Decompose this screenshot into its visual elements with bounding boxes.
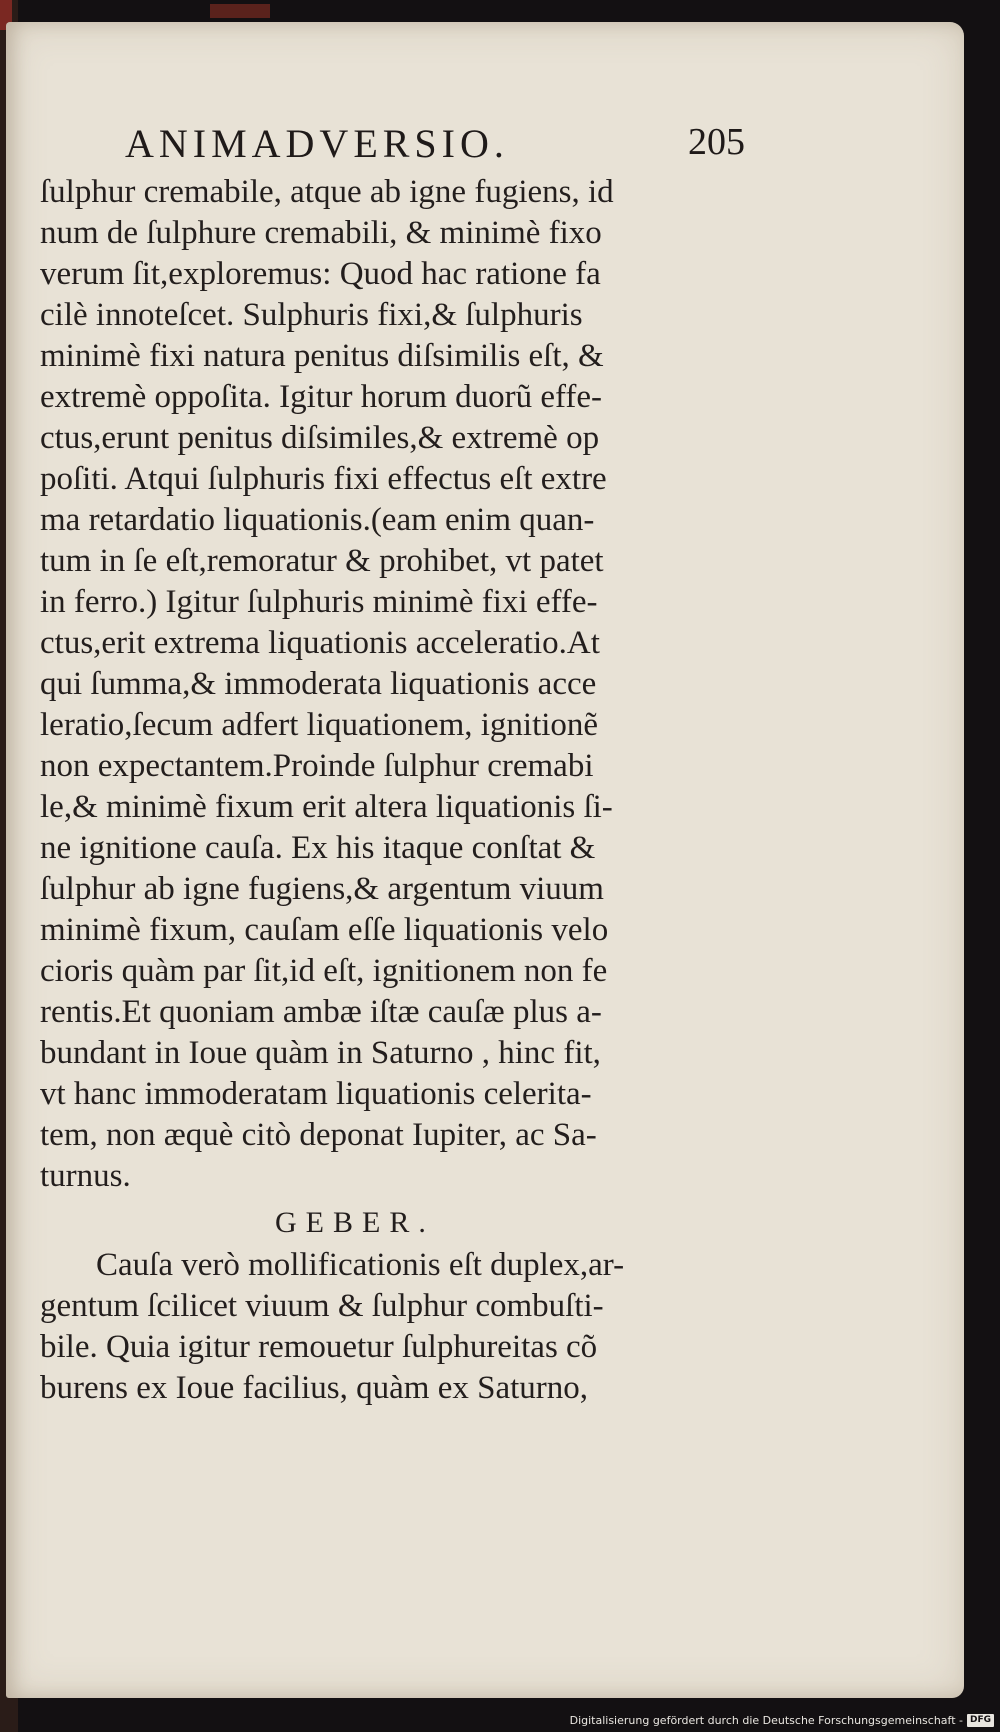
text-line: poſiti. Atqui ſulphuris fixi effectus eſt extre — [40, 461, 607, 497]
text-line: cilè innoteſcet. Sulphuris fixi,& ſulphuris — [40, 297, 583, 333]
text-line: gentum ſcilicet viuum & ſulphur combuſti- — [40, 1288, 604, 1324]
text-line: ſulphur ab igne fugiens,& argentum viuum — [40, 871, 604, 907]
text-line: vt hanc immoderatam liquationis celerita- — [40, 1076, 592, 1112]
text-line: turnus. — [40, 1158, 131, 1194]
text-line: tem, non æquè citò deponat Iupiter, ac Sa- — [40, 1117, 597, 1153]
text-line: ctus,erit extrema liquationis acceleratio.At — [40, 625, 600, 661]
text-line: cioris quàm par ſit,id eſt, ignitionem non fe — [40, 953, 608, 989]
text-line: verum ſit,exploremus: Quod hac ratione fa — [40, 256, 601, 292]
text-line: burens ex Ioue facilius, quàm ex Saturno, — [40, 1370, 589, 1406]
text-line: ſulphur cremabile, atque ab igne fugiens, id — [40, 174, 614, 210]
text-line: bundant in Ioue quàm in Saturno , hinc fit, — [40, 1035, 601, 1071]
text-line: leratio,ſecum adfert liquationem, ignitionẽ — [40, 707, 599, 743]
top-edge-mark — [210, 4, 270, 18]
text-line: bile. Quia igitur remouetur ſulphureitas cõ — [40, 1329, 598, 1365]
page-number: 205 — [688, 121, 745, 163]
page-text — [40, 172, 760, 1409]
text-line: rentis.Et quoniam ambæ iſtæ cauſæ plus a- — [40, 994, 602, 1030]
text-line: minimè fixum, cauſam eſſe liquationis velo — [40, 912, 609, 948]
text-line: non expectantem.Proinde ſulphur cremabi — [40, 748, 594, 784]
text-line: minimè fixi natura penitus diſsimilis eſt, & — [40, 338, 604, 374]
running-title: ANIMADVERSIO. — [125, 121, 509, 166]
credit-text: Digitalisierung gefördert durch die Deutsche Forschungsgemeinschaft - — [569, 1713, 963, 1727]
text-line: Cauſa verò mollificationis eſt duplex,ar- — [96, 1247, 625, 1283]
text-line: extremè oppoſita. Igitur horum duorũ effe- — [40, 379, 603, 415]
text-line: in ferro.) Igitur ſulphuris minimè fixi effe- — [40, 584, 598, 620]
text-line: ma retardatio liquationis.(eam enim quan- — [40, 502, 595, 538]
text-line: ctus,erunt penitus diſsimiles,& extremè op — [40, 420, 600, 456]
running-header — [125, 120, 745, 170]
digitization-credit — [570, 1712, 994, 1728]
text-line: qui ſumma,& immoderata liquationis acce — [40, 666, 597, 702]
text-line: num de ſulphure cremabili, & minimè fixo — [40, 215, 602, 251]
dfg-logo-icon: DFG — [967, 1714, 994, 1727]
text-line: le,& minimè fixum erit altera liquationis ſi- — [40, 789, 613, 825]
text-line: ne ignitione cauſa. Ex his itaque conſtat & — [40, 830, 596, 866]
section-heading: GEBER. — [275, 1206, 435, 1239]
text-line: tum in ſe eſt,remoratur & prohibet, vt patet — [40, 543, 604, 579]
